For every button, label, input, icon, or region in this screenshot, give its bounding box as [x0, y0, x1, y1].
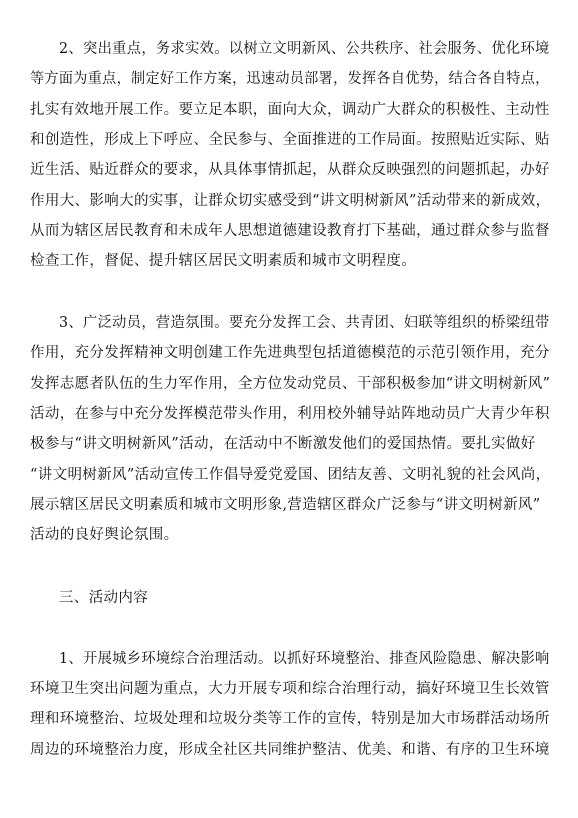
- text-line: 作用大、影响大的实事，让群众切实感受到“讲文明树新风”活动带来的新成效，: [30, 193, 551, 209]
- text-line: 周边的环境整治力度，形成全社区共同维护整洁、优美、和谐、有序的卫生环境: [30, 742, 550, 758]
- text-line: 3、广泛动员，营造氛围。要充分发挥工会、共青团、妇联等组织的桥梁纽带: [59, 315, 550, 331]
- text-line: 展示辖区居民文明素质和城市文明形象,营造辖区群众广泛参与“讲文明树新风”: [30, 497, 541, 513]
- text-line: “讲文明树新风”活动宣传工作倡导爱党爱国、团结友善、文明礼貌的社会风尚，: [30, 467, 551, 483]
- text-line: 1、开展城乡环境综合治理活动。以抓好环境整治、排查风险隐患、解决影响: [59, 651, 550, 667]
- text-line: 等方面为重点，制定好工作方案，迅速动员部署，发挥各自优势，结合各自特点，: [30, 71, 550, 87]
- text-line: 作用，充分发挥精神文明创建工作先进典型包括道德模范的示范引领作用，充分: [30, 345, 550, 361]
- text-line: 近生活、贴近群众的要求，从具体事情抓起，从群众反映强烈的问题抓起，办好: [30, 162, 550, 178]
- section-heading: 三、活动内容: [59, 590, 149, 606]
- text-line: 和创造性，形成上下呼应、全民参与、全面推进的工作局面。按照贴近实际、贴: [30, 132, 550, 148]
- text-line: 从而为辖区居民教育和未成年人思想道德建设教育打下基础，通过群众参与监督: [30, 223, 550, 239]
- text-line: 环境卫生突出问题为重点，大力开展专项和综合治理行动，搞好环境卫生长效管: [30, 681, 550, 697]
- text-line: 2、突出重点，务求实效。以树立文明新风、公共秩序、社会服务、优化环境: [59, 41, 550, 57]
- text-line: 极参与“讲文明树新风”活动，在活动中不断激发他们的爱国热情。要扎实做好: [30, 436, 536, 452]
- text-line: 检查工作，督促、提升辖区居民文明素质和城市文明程度。: [30, 253, 417, 269]
- text-line: 发挥志愿者队伍的生力军作用，全方位发动党员、干部积极参加“讲文明树新风”: [30, 376, 551, 392]
- text-line: 扎实有效地开展工作。要立足本职，面向大众，调动广大群众的积极性、主动性: [30, 102, 550, 118]
- text-line: 活动的良好舆论氛围。: [30, 527, 179, 543]
- text-line: 理和环境整治、垃圾处理和垃圾分类等工作的宣传，特别是加大市场群活动场所: [30, 711, 550, 727]
- text-line: 活动，在参与中充分发挥模范带头作用，利用校外辅导站阵地动员广大青少年积: [30, 406, 550, 422]
